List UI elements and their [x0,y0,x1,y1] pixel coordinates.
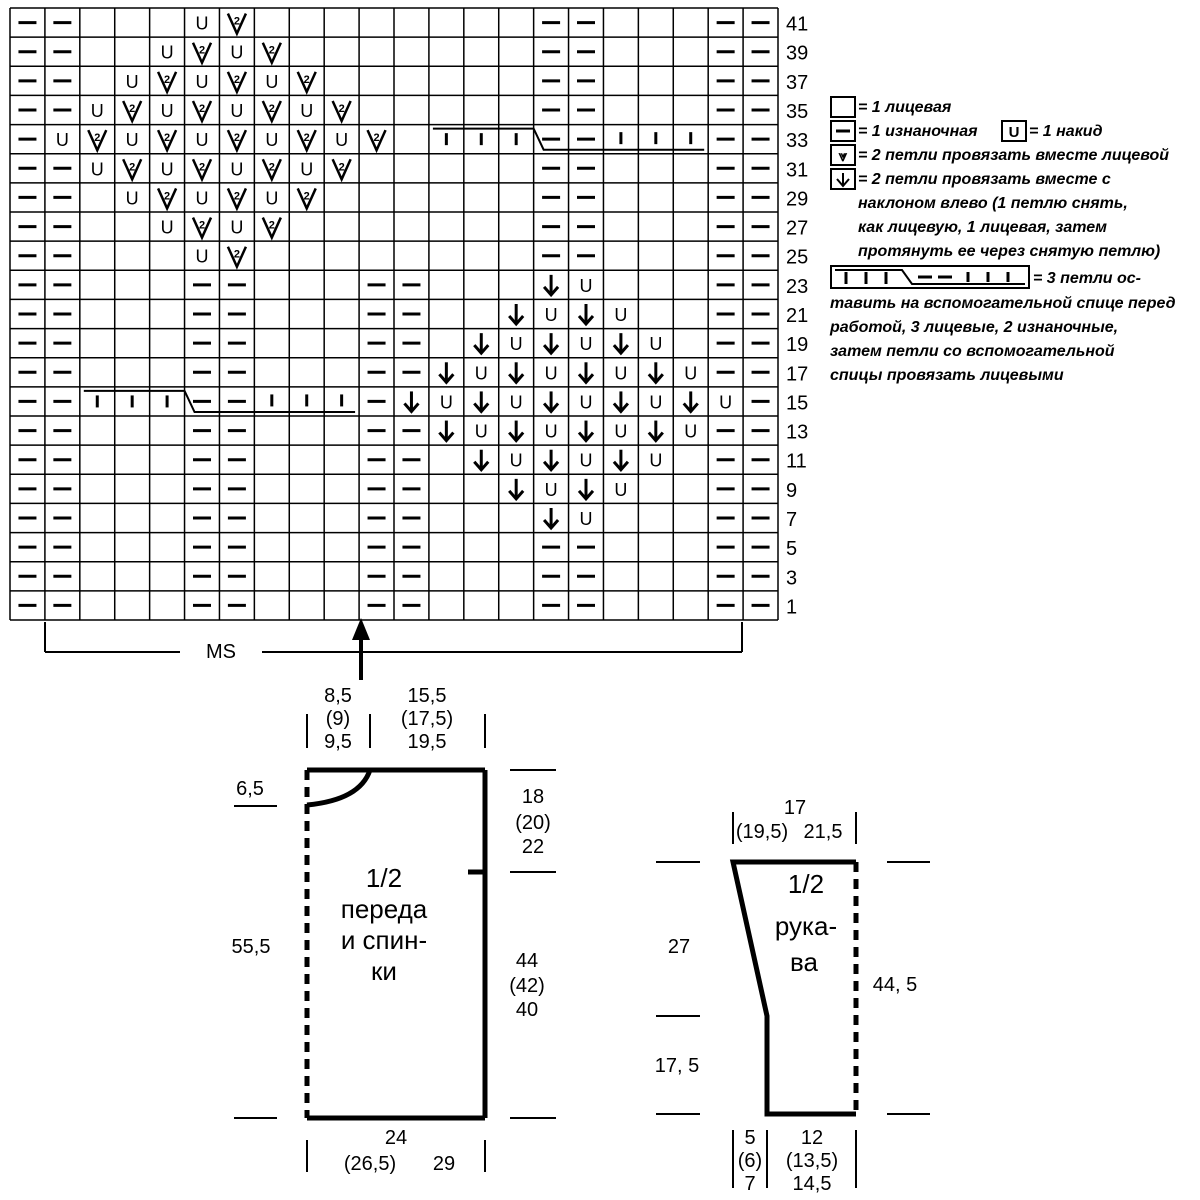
sleeve-title-1: 1/2 [787,869,825,899]
ssk-mark [509,421,523,441]
yarn-over-mark: U [684,421,698,442]
legend-yo: = 1 накид [1029,123,1103,140]
body-side-3: 40 [515,999,539,1021]
k2tog-mark [193,43,211,63]
yarn-over-mark: U [55,130,69,151]
k2tog-mark [228,188,246,208]
row-number: 21 [786,305,809,327]
ssk-mark [474,333,488,353]
yarn-over-mark: U [230,217,244,238]
k2tog-mark [193,159,211,179]
svg-text:2: 2 [233,190,240,203]
ssk-mark [649,362,663,382]
legend-ssk-2: наклоном влево (1 петлю снять, [858,195,1128,212]
ssk-mark [439,362,453,382]
legend-cable-4: затем петли со вспомогательной [830,343,1115,360]
ssk-mark [509,362,523,382]
svg-text:2: 2 [198,44,206,57]
body-height: 55,5 [231,936,271,958]
body-top-left-3: 9,5 [324,731,352,753]
body-top-right-1: 15,5 [407,685,447,707]
yarn-over-mark: U [439,392,453,413]
row-number: 9 [786,479,798,502]
yarn-over-mark: U [649,450,663,471]
svg-text:U: U [1008,124,1020,141]
ssk-mark [404,391,418,411]
sleeve-bottom-left-2: (6) [737,1150,763,1172]
row-number: 11 [786,450,807,473]
yarn-over-mark: U [614,421,628,442]
body-piece-schematic [232,685,556,1175]
yarn-over-mark: U [195,130,209,151]
row-number: 5 [786,538,798,561]
svg-text:2: 2 [129,103,136,115]
ssk-mark [579,362,593,382]
knitting-chart-grid [10,8,778,620]
body-top-right-2: (17,5) [400,708,454,730]
yarn-over-mark: U [195,13,209,34]
k2tog-mark [228,247,246,267]
row-number: 19 [786,334,809,357]
legend-k2tog: = 2 петли провязать вместе лицевой [858,147,1170,164]
ssk-mark [544,450,558,470]
yarn-over-mark: U [509,450,523,471]
svg-text:2: 2 [268,103,275,115]
yarn-over-mark: U [579,334,593,355]
k2tog-mark [298,130,316,150]
row-number: 1 [786,596,798,619]
ssk-mark [579,421,593,441]
body-top-right-3: 19,5 [407,731,447,753]
yarn-over-mark: U [265,188,279,209]
body-side-1: 44 [515,950,539,972]
ssk-mark [544,391,558,411]
sleeve-top-2: (19,5) [735,821,789,843]
svg-text:⩔: ⩔ [838,148,848,165]
body-bottom-1: 24 [384,1127,408,1149]
body-title-4: ки [371,956,397,986]
k2tog-mark [263,43,281,63]
yarn-over-mark: U [300,159,314,180]
svg-text:2: 2 [268,219,275,232]
sleeve-bottom-right-2: (13,5) [785,1150,839,1172]
sleeve-bottom-left-3: 7 [744,1173,756,1195]
yarn-over-mark: U [614,305,628,325]
svg-text:2: 2 [303,73,310,86]
ssk-mark [544,333,558,353]
ssk-mark [474,391,488,411]
sleeve-upper: 27 [667,936,691,958]
legend-knit: = 1 лицевая [858,99,952,116]
svg-text:2: 2 [198,103,206,115]
ssk-mark [614,333,628,353]
k2tog-mark [228,72,246,92]
k2tog-mark [158,72,176,92]
yarn-over-mark: U [649,392,663,413]
svg-text:2: 2 [233,132,240,145]
ms-bracket [45,622,742,652]
svg-text:2: 2 [373,132,380,145]
ssk-mark [579,304,593,324]
ssk-mark [509,304,523,324]
yarn-over-mark: U [90,101,104,121]
yarn-over-mark: U [544,363,558,384]
k2tog-mark [193,101,211,121]
yarn-over-mark: U [544,479,558,500]
ssk-mark [684,391,698,411]
row-number: 29 [786,188,809,211]
row-number: 39 [786,42,809,65]
ms-label: MS [206,641,236,663]
yarn-over-mark: U [614,363,628,384]
ssk-mark [439,421,453,441]
body-armhole-2: (20) [515,812,551,834]
body-armhole-1: 18 [521,786,545,808]
svg-text:2: 2 [198,219,206,232]
row-number: 23 [786,275,809,298]
chart-row-numbers [786,14,808,619]
body-top-left-2: (9) [325,708,351,730]
svg-text:2: 2 [94,132,101,145]
svg-text:2: 2 [129,161,136,174]
yarn-over-mark: U [579,392,593,413]
row-number: 7 [786,509,798,531]
yarn-over-mark: U [579,275,593,296]
k2tog-mark [263,218,281,238]
yarn-over-mark: U [160,42,174,63]
k2tog-mark [158,130,176,150]
body-title-1: 1/2 [365,863,403,893]
svg-text:2: 2 [303,190,310,203]
legend-ssk-3: как лицевую, 1 лицевая, затем [858,219,1107,236]
svg-text:2: 2 [268,161,275,174]
yarn-over-mark: U [719,392,733,413]
yarn-over-mark: U [649,334,663,355]
sleeve-bottom-right-1: 12 [800,1127,824,1149]
sleeve-top-1: 17 [783,797,807,819]
yarn-over-mark: U [544,305,558,325]
svg-text:2: 2 [233,248,240,261]
row-number: 17 [786,363,809,386]
sleeve-title-2: рука- [774,911,838,941]
yarn-over-mark: U [230,159,244,180]
row-number: 25 [786,246,809,269]
row-number: 31 [786,159,809,182]
body-side-2: (42) [509,975,545,997]
ssk-mark [579,479,593,499]
k2tog-mark [298,188,316,208]
sleeve-bottom-left-1: 5 [744,1127,756,1149]
sleeve-title-3: ва [790,947,818,977]
yarn-over-mark: U [614,479,628,500]
k2tog-mark [333,159,351,179]
body-title-2: переда [340,894,428,924]
k2tog-mark [263,159,281,179]
yarn-over-mark: U [160,101,174,121]
yarn-over-mark: U [230,101,244,121]
legend-ssk-4: протянуть ее через снятую петлю) [858,243,1161,260]
k2tog-mark [158,188,176,208]
legend-cable-2: тавить на вспомогательной спице перед [830,295,1176,312]
yarn-over-mark: U [509,334,523,355]
svg-text:2: 2 [164,132,171,145]
body-bottom-3: 29 [432,1153,456,1175]
body-neck-depth: 6,5 [236,778,264,800]
body-top-left-1: 8,5 [324,685,352,707]
svg-text:2: 2 [164,190,171,203]
yarn-over-mark: U [125,188,139,209]
row-number: 13 [786,421,809,444]
yarn-over-mark: U [474,363,488,384]
yarn-over-mark: U [544,421,558,442]
yarn-over-mark: U [125,71,139,92]
k2tog-mark [193,218,211,238]
svg-text:2: 2 [233,73,240,86]
yarn-over-mark: U [684,363,698,384]
row-number: 35 [786,101,809,123]
yarn-over-mark: U [90,159,104,180]
yarn-over-mark: U [300,101,314,121]
yarn-over-mark: U [579,450,593,471]
sleeve-bottom-right-3: 14,5 [792,1173,832,1195]
ms-start-arrow [352,618,370,680]
body-bottom-2: (26,5) [343,1153,397,1175]
yarn-over-mark: U [160,217,174,238]
legend-purl: = 1 изнаночная [858,123,978,140]
k2tog-mark [333,101,351,121]
yarn-over-mark: U [230,42,244,63]
svg-text:2: 2 [268,44,275,57]
legend-cable-1: = 3 петли ос- [1033,270,1141,287]
row-number: 33 [786,130,809,153]
k2tog-mark [368,130,386,150]
yarn-over-mark: U [474,421,488,442]
sleeve-top-3: 21,5 [803,821,843,843]
row-number: 41 [786,13,809,36]
yarn-over-mark: U [195,188,209,209]
yarn-over-mark: U [335,130,349,151]
k2tog-mark [123,159,141,179]
k2tog-mark [88,130,106,150]
yarn-over-mark: U [160,159,174,180]
svg-text:2: 2 [338,103,345,115]
body-armhole-3: 22 [521,836,545,858]
ssk-mark [509,479,523,499]
ssk-mark [649,421,663,441]
yarn-over-mark: U [579,509,593,529]
svg-text:2: 2 [303,132,310,145]
sleeve-piece-schematic [655,797,930,1195]
k2tog-mark [228,14,246,34]
svg-text:2: 2 [233,15,240,28]
k2tog-mark [298,72,316,92]
yarn-over-mark: U [265,130,279,151]
ssk-mark [544,275,558,295]
svg-text:2: 2 [164,73,171,86]
sleeve-length: 44, 5 [872,974,918,996]
row-number: 37 [786,71,809,94]
yarn-over-mark: U [265,71,279,92]
ssk-mark [614,450,628,470]
k2tog-mark [228,130,246,150]
k2tog-mark [123,101,141,121]
svg-text:2: 2 [338,161,345,174]
yarn-over-mark: U [125,130,139,151]
legend-knit-symbol [831,97,855,117]
ssk-mark [544,508,558,528]
sleeve-lower: 17, 5 [654,1055,700,1077]
legend-cable-symbol [831,266,1029,288]
svg-text:2: 2 [198,161,206,174]
body-title-3: и спин- [340,925,428,955]
legend-cable-5: спицы провязать лицевыми [830,367,1064,384]
row-number: 3 [786,567,798,590]
k2tog-mark [263,101,281,121]
legend-ssk-1: = 2 петли провязать вместе с [858,171,1111,188]
yarn-over-mark: U [195,246,209,267]
row-number: 15 [786,392,809,415]
legend-cable-3: работой, 3 лицевые, 2 изнаночные, [830,319,1119,336]
ssk-mark [474,450,488,470]
row-number: 27 [786,217,809,240]
yarn-over-mark: U [195,71,209,92]
yarn-over-mark: U [509,392,523,413]
ssk-mark [614,391,628,411]
legend [829,97,1176,384]
